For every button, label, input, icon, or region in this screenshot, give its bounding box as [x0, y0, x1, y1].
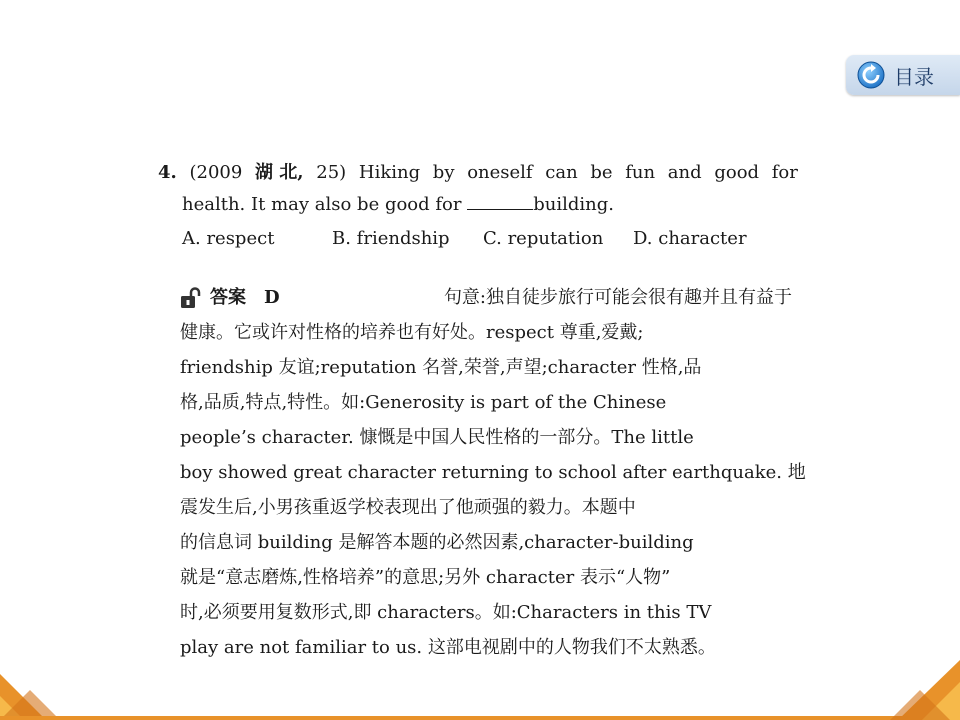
answer-text: 句意:独自徒步旅行可能会很有趣并且有益于 — [443, 287, 792, 308]
option-c: C. reputation — [483, 228, 604, 249]
answer-blank — [467, 193, 533, 210]
answer-text: 震发生后,小男孩重返学校表现出了他顽强的毅力。本题中 — [180, 497, 636, 518]
question-number: 4. — [158, 162, 177, 183]
question-source-open: (2009 — [189, 162, 243, 183]
answer-line — [180, 455, 806, 490]
question-line-1 — [158, 158, 798, 188]
refresh-circle-icon — [856, 60, 886, 90]
answer-block — [180, 280, 806, 665]
toc-label: 目录 — [894, 64, 934, 89]
question-word: and — [667, 162, 702, 183]
question-word: for — [771, 162, 798, 183]
question-line2-after: building. — [533, 194, 614, 215]
options-row — [158, 222, 798, 256]
question-word: fun — [625, 162, 656, 183]
answer-text: play are not familiar to us. 这部电视剧中的人物我们不太熟悉。 — [180, 637, 716, 658]
question-word: by — [432, 162, 455, 183]
answer-label: 答案 — [210, 287, 246, 308]
answer-text: 格,品质,特点,特性。如:Generosity is part of the Chinese — [180, 392, 667, 413]
answer-text: 就是“意志磨炼,性格培养”的意思;另外 character 表示“人物” — [180, 567, 671, 588]
answer-letter: D — [264, 287, 280, 308]
question-word: can — [545, 162, 578, 183]
answer-line — [180, 420, 792, 455]
option-b: B. friendship — [332, 228, 450, 249]
toc-button[interactable] — [846, 55, 960, 95]
question-word: good — [714, 162, 760, 183]
option-d: D. character — [633, 228, 747, 249]
option-a: A. respect — [182, 228, 275, 249]
question-word: oneself — [467, 162, 533, 183]
lock-icon — [180, 287, 202, 309]
question-line-2 — [158, 188, 798, 222]
answer-line-1 — [180, 280, 792, 315]
answer-line — [180, 490, 792, 525]
answer-text: friendship 友谊;reputation 名誉,荣誉,声望;character 性格,品 — [180, 357, 702, 378]
footer-decoration — [0, 660, 960, 720]
question-word: be — [590, 162, 613, 183]
question-block — [158, 158, 798, 256]
question-source-place: 湖 北, — [255, 162, 304, 183]
answer-line — [180, 385, 792, 420]
answer-line — [180, 560, 792, 595]
answer-text: 的信息词 building 是解答本题的必然因素,character-building — [180, 532, 694, 553]
answer-text: 时,必须要用复数形式,即 characters。如:Characters in this TV — [180, 602, 712, 623]
answer-text: 健康。它或许对性格的培养也有好处。respect 尊重,爱戴; — [180, 322, 644, 343]
answer-line — [180, 315, 792, 350]
answer-text: boy showed great character returning to school after earthquake. 地 — [180, 462, 806, 483]
answer-line — [180, 595, 792, 630]
question-word: Hiking — [358, 162, 421, 183]
question-source-close: 25) — [316, 162, 347, 183]
answer-line — [180, 350, 792, 385]
question-line2-before: health. It may also be good for — [182, 194, 468, 215]
answer-text: people’s character. 慷慨是中国人民性格的一部分。The little — [180, 427, 694, 448]
answer-line — [180, 525, 792, 560]
